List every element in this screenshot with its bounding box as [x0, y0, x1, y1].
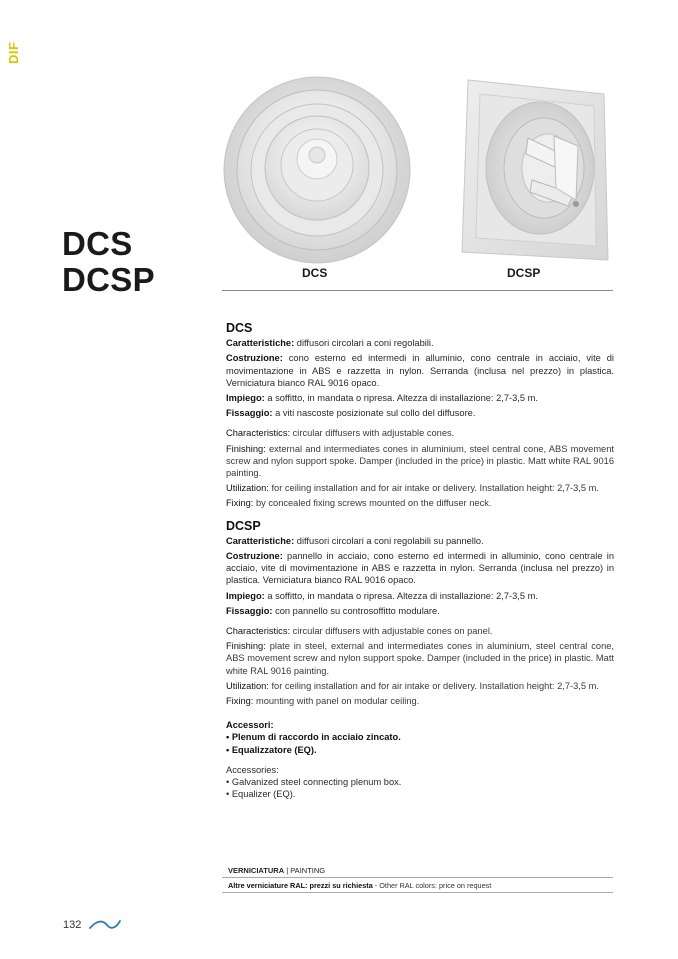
dcs-en-characteristics: Characteristics: circular diffusers with adjustable cones. [226, 428, 455, 439]
dcs-it-use: Impiego: a soffitto, in mandata o ripresa. Altezza di installazione: 2,7-3,5 m. [226, 393, 538, 404]
dcsp-it-characteristics: Caratteristiche: diffusori circolari a coni regolabili su pannello. [226, 535, 484, 546]
wave-logo-icon [89, 918, 121, 932]
accessories-en [226, 764, 614, 801]
product-title [62, 226, 155, 298]
dcsp-en-fixing: Fixing: mounting with panel on modular ceiling. [226, 696, 420, 707]
dcsp-it-fixing: Fissaggio: con pannello su controsoffitto modulare. [226, 605, 440, 616]
dcsp-en-utilization: Utilization: for ceiling installation and for air intake or delivery. Installation height: 2,7-3,5 m. [226, 680, 599, 691]
dcs-it-characteristics: Caratteristiche: diffusori circolari a coni regolabili. [226, 338, 434, 349]
accessories-en-title: Accessories: [226, 764, 279, 775]
page-number: 132 [63, 919, 82, 931]
dcs-it-construction: Costruzione: cono esterno ed intermedi in alluminio, cono centrale in acciaio, vite di movimentazione in ABS e razzetta in nylon. Serranda (inclusa nel prezzo) in plastica. Verniciatura bianco RAL 9016 opaco. [226, 353, 614, 388]
dcs-image-caption: DCS [302, 266, 328, 280]
dcsp-diffuser-image [458, 76, 610, 262]
accessories-it [226, 719, 614, 756]
dcsp-en-finishing: Finishing: plate in steel, external and intermediates cones in aluminium, steel central cone, ABS movement screw and nylon support spoke. Damper (included in the price) in plastic. Matt white RAL 9016 painting. [226, 641, 614, 676]
dcsp-it-construction: Costruzione: pannello in acciaio, cono esterno ed intermedi in alluminio, cono centrale in acciaio, vite di movimentazione in ABS e razzetta in nylon. Serranda (inclusa nel prezzo) in plastica. Verniciatura bianco RAL 9016 opaco. [226, 551, 614, 586]
dcs-it-fixing: Fissaggio: a viti nascoste posizionate sul collo del diffusore. [226, 408, 476, 419]
dcsp-section-title: DCSP [226, 518, 261, 533]
painting-header: VERNICIATURA | PAINTING [228, 866, 326, 875]
product-description [226, 320, 614, 801]
painting-divider-top [222, 877, 613, 878]
accessory-en-item: • Equalizer (EQ). [226, 789, 296, 800]
section-tag: DIF [6, 41, 21, 64]
accessory-it-item: • Plenum di raccordo in acciaio zincato. [226, 732, 401, 743]
dcsp-en-characteristics: Characteristics: circular diffusers with adjustable cones on panel. [226, 626, 493, 637]
painting-row: Altre verniciature RAL: prezzi su richiesta - Other RAL colors: price on request [228, 881, 492, 890]
dcsp-image-caption: DCSP [507, 266, 541, 280]
dcs-diffuser-image [222, 75, 412, 265]
dcs-en-utilization: Utilization: for ceiling installation and for air intake or delivery. Installation height: 2,7-3,5 m. [226, 483, 599, 494]
product-title-line-2: DCSP [62, 261, 155, 298]
header-divider [222, 290, 613, 291]
accessories-it-title: Accessori: [226, 720, 274, 731]
dcsp-it-use: Impiego: a soffitto, in mandata o ripresa. Altezza di installazione: 2,7-3,5 m. [226, 590, 538, 601]
painting-divider-bottom [222, 892, 613, 893]
accessory-it-item: • Equalizzatore (EQ). [226, 744, 317, 755]
dcs-section-title: DCS [226, 321, 253, 335]
dcs-en-fixing: Fixing: by concealed fixing screws mounted on the diffuser neck. [226, 498, 492, 509]
accessory-en-item: • Galvanized steel connecting plenum box. [226, 777, 402, 788]
product-title-line-1: DCS [62, 225, 133, 262]
dcs-en-finishing: Finishing: external and intermediates cones in aluminium, steel central cone, ABS movement screw and nylon support spoke. Damper (included in the price) in plastic. Matt white RAL 9016 painting. [226, 443, 614, 479]
